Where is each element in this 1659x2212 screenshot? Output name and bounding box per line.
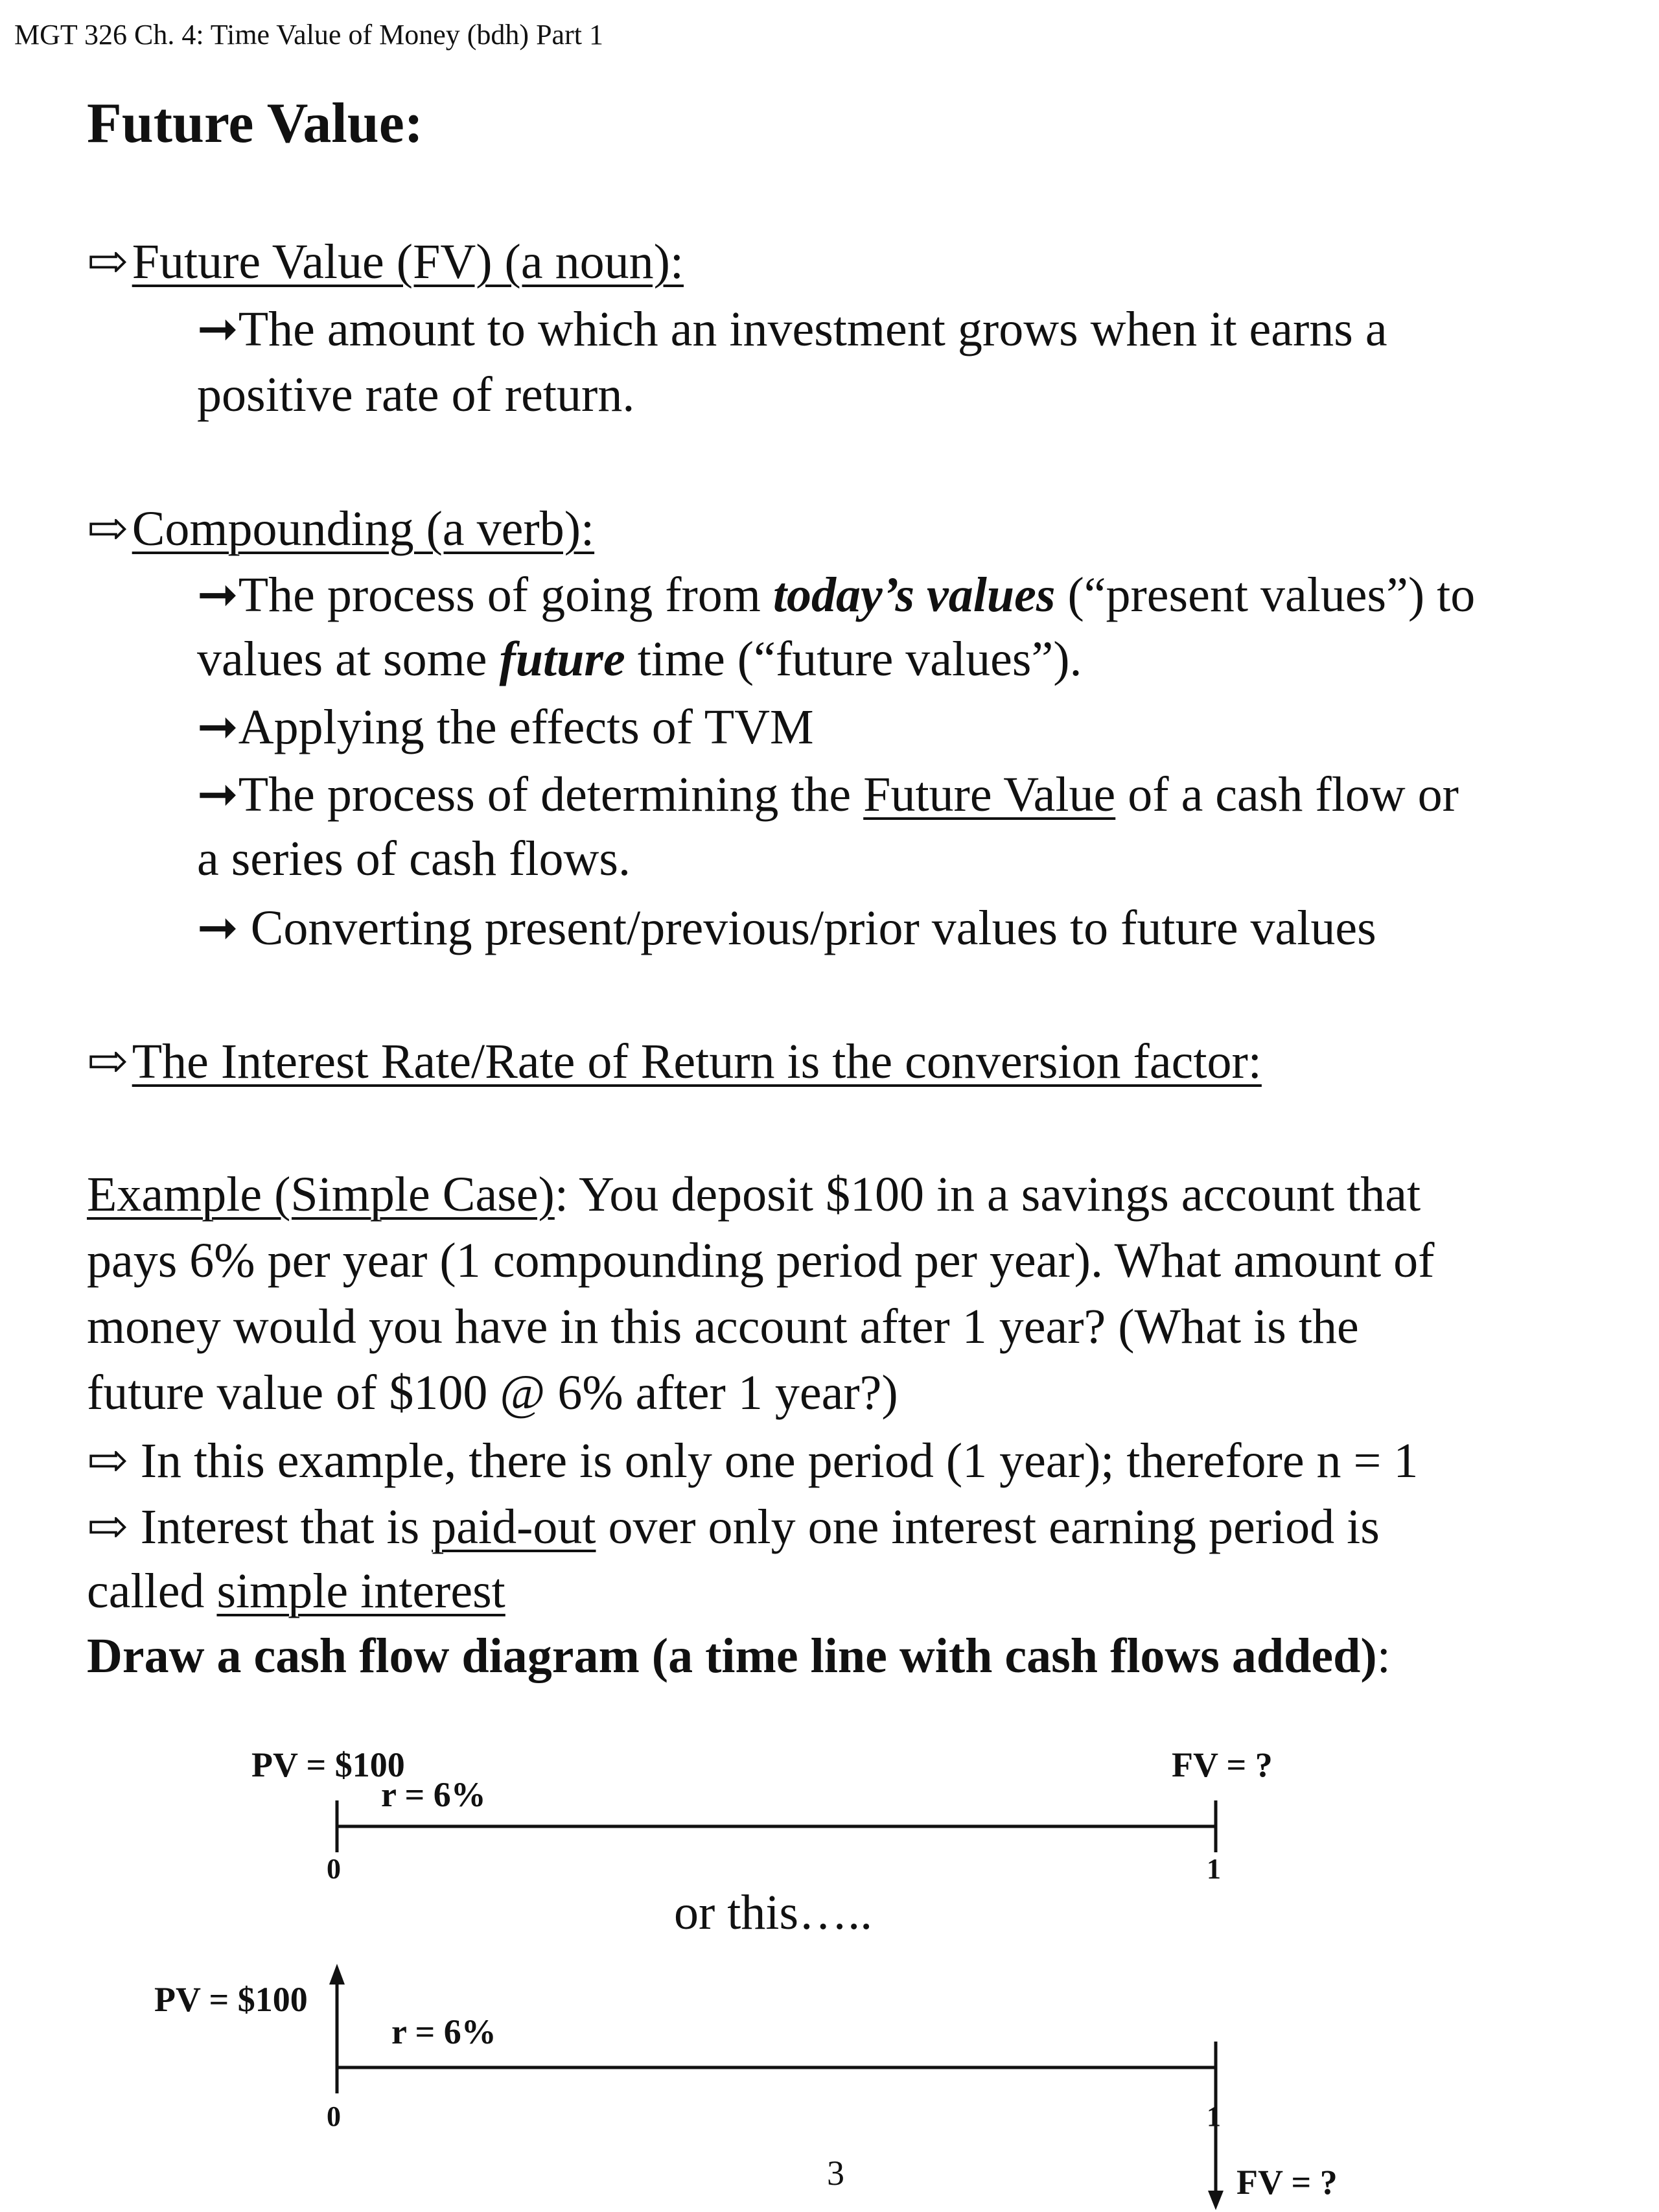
arrow-icon: ➞ bbox=[197, 901, 238, 955]
example-line2: pays 6% per year (1 compounding period per year). What amount of bbox=[87, 1233, 1435, 1288]
interest-rate-heading: ⇨The Interest Rate/Rate of Return is the conversion factor: bbox=[87, 1032, 1262, 1090]
page-header: MGT 326 Ch. 4: Time Value of Money (bdh) Part 1 bbox=[14, 19, 603, 51]
diagram2-fv-label: FV = ? bbox=[1236, 2163, 1338, 2202]
open-arrow-icon: ⇨ bbox=[87, 1500, 128, 1554]
diagram1-tick-label-0: 0 bbox=[327, 1853, 341, 1885]
diagram2-rate-label: r = 6% bbox=[391, 2012, 496, 2051]
compounding-bullet-1: ➞The process of going from today’s values (“present values”) to bbox=[197, 568, 1476, 622]
example-point-2-cont: called simple interest bbox=[87, 1564, 505, 1618]
arrow-icon: ➞ bbox=[197, 700, 238, 754]
compounding-bullet-3-cont: a series of cash flows. bbox=[197, 832, 631, 886]
diagram1-tick-label-1: 1 bbox=[1207, 1853, 1221, 1885]
open-arrow-icon: ⇨ bbox=[87, 235, 128, 289]
draw-instruction: Draw a cash flow diagram (a time line with cash flows added): bbox=[87, 1629, 1391, 1683]
compounding-bullet-1-cont: values at some future time (“future values”). bbox=[197, 632, 1082, 686]
fv-down-arrow-icon bbox=[1208, 2191, 1224, 2210]
example-line3: money would you have in this account after 1 year? (What is the bbox=[87, 1299, 1359, 1354]
diagram2-tick-label-0: 0 bbox=[327, 2101, 341, 2132]
compounding-bullet-4: ➞ Converting present/previous/prior values to future values bbox=[197, 901, 1376, 955]
arrow-icon: ➞ bbox=[197, 302, 238, 356]
example-line4: future value of $100 @ 6% after 1 year?) bbox=[87, 1366, 898, 1420]
diagram1-fv-label: FV = ? bbox=[1172, 1745, 1273, 1784]
timeline-2 bbox=[337, 1977, 1216, 2200]
example-line1: Example (Simple Case): You deposit $100 in a savings account that bbox=[87, 1167, 1421, 1222]
example-point-1: ⇨ In this example, there is only one period (1 year); therefore n = 1 bbox=[87, 1434, 1419, 1488]
open-arrow-icon: ⇨ bbox=[87, 1434, 128, 1488]
diagram2-tick-label-1: 1 bbox=[1207, 2101, 1221, 2132]
example-point-2: ⇨ Interest that is paid-out over only one interest earning period is bbox=[87, 1500, 1380, 1554]
arrow-icon: ➞ bbox=[197, 767, 238, 822]
or-this-text: or this….. bbox=[674, 1885, 873, 1940]
open-arrow-icon: ⇨ bbox=[87, 502, 128, 556]
diagram1-pv-label: PV = $100 bbox=[251, 1745, 405, 1784]
page-title: Future Value: bbox=[87, 92, 424, 155]
page-number: 3 bbox=[827, 2154, 844, 2193]
compounding-bullet-3: ➞The process of determining the Future Value of a cash flow or bbox=[197, 767, 1459, 822]
pv-up-arrow-icon bbox=[329, 1964, 345, 1985]
arrow-icon: ➞ bbox=[197, 568, 238, 622]
diagram1-rate-label: r = 6% bbox=[381, 1775, 486, 1814]
fv-definition-line1: ➞The amount to which an investment grows when it earns a bbox=[197, 302, 1387, 356]
fv-definition-heading: ⇨Future Value (FV) (a noun): bbox=[87, 232, 684, 290]
open-arrow-icon: ⇨ bbox=[87, 1034, 128, 1089]
compounding-bullet-2: ➞Applying the effects of TVM bbox=[197, 700, 814, 754]
fv-definition-line2: positive rate of return. bbox=[197, 367, 635, 422]
compounding-heading: ⇨Compounding (a verb): bbox=[87, 499, 594, 557]
diagram2-pv-label: PV = $100 bbox=[154, 1980, 308, 2019]
